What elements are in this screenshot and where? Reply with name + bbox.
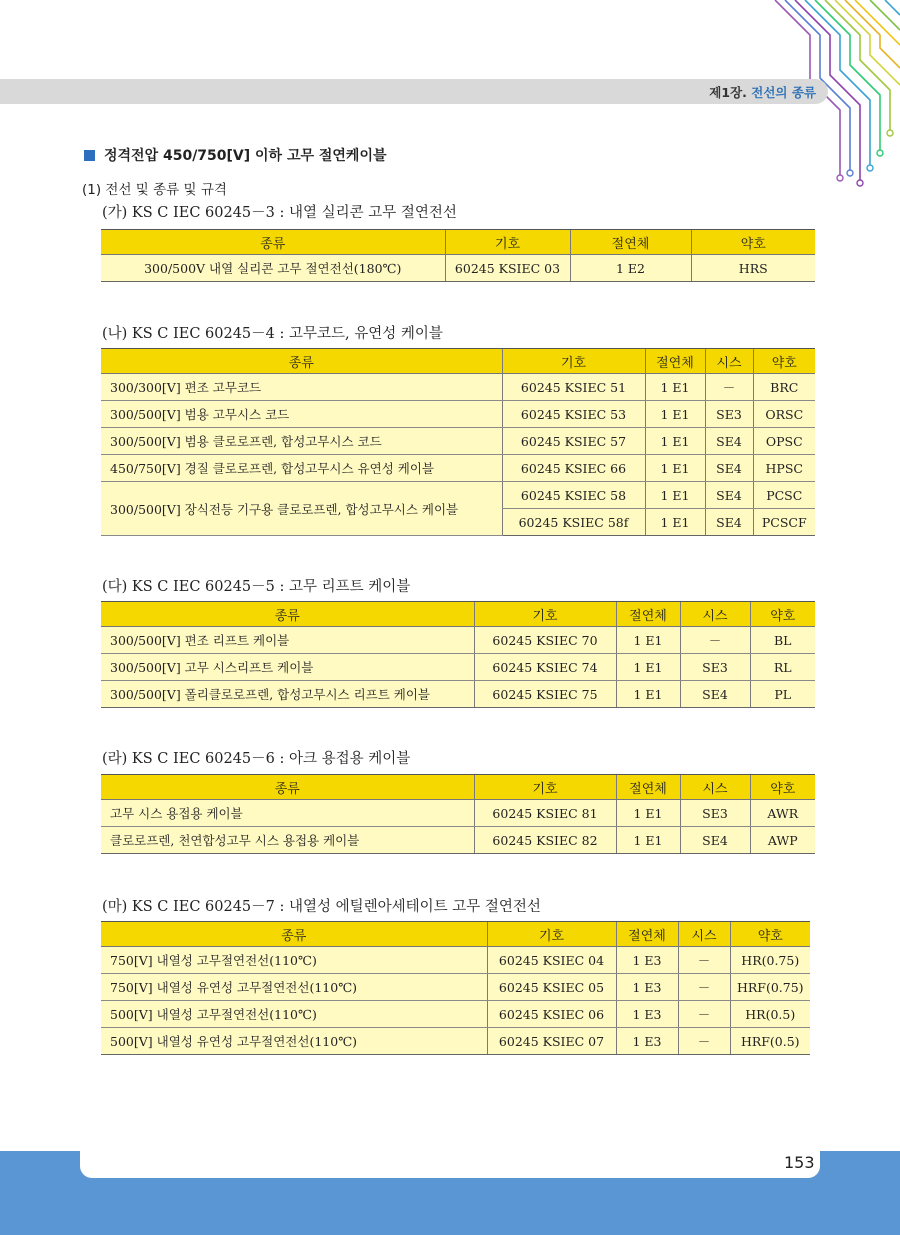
- table-cell: 60245 KSIEC 57: [502, 428, 645, 455]
- table-label-ga: (가) KS C IEC 60245－3 : 내열 실리콘 고무 절연전선: [102, 205, 457, 221]
- table-label-da: (다) KS C IEC 60245－5 : 고무 리프트 케이블: [102, 579, 411, 595]
- table-cell: －: [678, 1028, 730, 1055]
- table-cell: 60245 KSIEC 58f: [502, 509, 645, 536]
- table-cell: 300/500V 내열 실리콘 고무 절연전선(180℃): [101, 255, 445, 282]
- table-row: [101, 1028, 810, 1055]
- table-cell: SE3: [705, 401, 753, 428]
- table-cell: 750[V] 내열성 고무절연전선(110℃): [101, 947, 487, 974]
- table-header-row: [101, 922, 810, 947]
- table-row: [101, 947, 810, 974]
- table-cell: 300/500[V] 범용 클로로프렌, 합성고무시스 코드: [101, 428, 502, 455]
- column-header: 종류: [101, 602, 474, 627]
- table-row: [101, 401, 815, 428]
- column-header: 시스: [680, 775, 750, 800]
- table-cell: －: [678, 974, 730, 1001]
- table-cell: 60245 KSIEC 75: [474, 681, 616, 708]
- table-cell: 1 E1: [645, 455, 705, 482]
- table-cell: 1 E1: [616, 800, 680, 827]
- table-cell: 60245 KSIEC 81: [474, 800, 616, 827]
- table-row: [101, 800, 815, 827]
- column-header: 절연체: [616, 602, 680, 627]
- table-cell: 300/500[V] 폴리클로로프렌, 합성고무시스 리프트 케이블: [101, 681, 474, 708]
- table-cell: ORSC: [753, 401, 815, 428]
- table-cell: AWR: [750, 800, 815, 827]
- column-header: 종류: [101, 922, 487, 947]
- table-row: [101, 654, 815, 681]
- table-row: [101, 374, 815, 401]
- table-cell: 300/500[V] 범용 고무시스 코드: [101, 401, 502, 428]
- section-title: [84, 145, 387, 165]
- table-cell: －: [678, 1001, 730, 1028]
- column-header: 종류: [101, 775, 474, 800]
- table-cell: 60245 KSIEC 70: [474, 627, 616, 654]
- table-label-na: (나) KS C IEC 60245－4 : 고무코드, 유연성 케이블: [102, 326, 443, 342]
- table-header-row: [101, 230, 815, 255]
- table-cell: 1 E1: [616, 654, 680, 681]
- table-cell: 60245 KSIEC 51: [502, 374, 645, 401]
- column-header: 기호: [474, 602, 616, 627]
- table-row: [101, 428, 815, 455]
- table-cell: HPSC: [753, 455, 815, 482]
- table-rubber-cord: [101, 348, 815, 536]
- table-cell: 1 E1: [645, 509, 705, 536]
- table-cell: 클로로프렌, 천연합성고무 시스 용접용 케이블: [101, 827, 474, 854]
- table-cell: 60245 KSIEC 03: [445, 255, 570, 282]
- column-header: 종류: [101, 349, 502, 374]
- column-header: 기호: [502, 349, 645, 374]
- table-row: [101, 627, 815, 654]
- table-cell: 60245 KSIEC 07: [487, 1028, 616, 1055]
- table-cell: HRF(0.5): [730, 1028, 810, 1055]
- table-cell: HRF(0.75): [730, 974, 810, 1001]
- table-cell: 1 E1: [645, 401, 705, 428]
- column-header: 약호: [750, 602, 815, 627]
- table-cell: SE3: [680, 654, 750, 681]
- table-cell: 1 E1: [645, 482, 705, 509]
- table-cell: 60245 KSIEC 53: [502, 401, 645, 428]
- table-cell: PCSCF: [753, 509, 815, 536]
- column-header: 시스: [705, 349, 753, 374]
- table-row: [101, 255, 815, 282]
- column-header: 종류: [101, 230, 445, 255]
- column-header: 약호: [753, 349, 815, 374]
- table-cell: 300/500[V] 고무 시스리프트 케이블: [101, 654, 474, 681]
- table-cell: 고무 시스 용접용 케이블: [101, 800, 474, 827]
- table-cell: SE4: [705, 509, 753, 536]
- table-cell: 60245 KSIEC 04: [487, 947, 616, 974]
- table-label-ma: (마) KS C IEC 60245－7 : 내열성 에틸렌아세테이트 고무 절연전선: [102, 899, 541, 915]
- table-cell: 60245 KSIEC 58: [502, 482, 645, 509]
- chapter-number: 제1장.: [709, 85, 747, 100]
- table-cell: 1 E1: [616, 681, 680, 708]
- table-cell: 1 E3: [616, 1001, 678, 1028]
- table-cell: SE4: [705, 428, 753, 455]
- table-row: [101, 1001, 810, 1028]
- table-label-ra: (라) KS C IEC 60245－6 : 아크 용접용 케이블: [102, 751, 411, 767]
- table-cell: SE4: [705, 482, 753, 509]
- column-header: 절연체: [616, 922, 678, 947]
- table-cell: 60245 KSIEC 06: [487, 1001, 616, 1028]
- table-row: [101, 681, 815, 708]
- table-cell: 1 E2: [570, 255, 691, 282]
- table-cell: SE4: [705, 455, 753, 482]
- table-cell: BRC: [753, 374, 815, 401]
- table-cell: 60245 KSIEC 74: [474, 654, 616, 681]
- table-cell: 60245 KSIEC 66: [502, 455, 645, 482]
- table-cell: HR(0.5): [730, 1001, 810, 1028]
- table-cell: SE4: [680, 681, 750, 708]
- column-header: 시스: [680, 602, 750, 627]
- table-cell: BL: [750, 627, 815, 654]
- table-cell: 500[V] 내열성 유연성 고무절연전선(110℃): [101, 1028, 487, 1055]
- table-cell: 60245 KSIEC 82: [474, 827, 616, 854]
- table-cell: SE3: [680, 800, 750, 827]
- column-header: 약호: [691, 230, 815, 255]
- table-heat-eva: [101, 921, 810, 1055]
- table-cell: 1 E1: [645, 374, 705, 401]
- column-header: 절연체: [616, 775, 680, 800]
- table-header-row: [101, 602, 815, 627]
- table-cell: －: [680, 627, 750, 654]
- footer-tab: [80, 1144, 820, 1178]
- table-cell: 750[V] 내열성 유연성 고무절연전선(110℃): [101, 974, 487, 1001]
- table-cell: PCSC: [753, 482, 815, 509]
- subsection-heading: (1) 전선 및 종류 및 규격: [82, 182, 227, 198]
- table-cell: 300/300[V] 편조 고무코드: [101, 374, 502, 401]
- chapter-header-text: [709, 83, 816, 101]
- table-row: [101, 827, 815, 854]
- table-cell: HRS: [691, 255, 815, 282]
- table-row: [101, 455, 815, 482]
- column-header: 절연체: [570, 230, 691, 255]
- table-cell: SE4: [680, 827, 750, 854]
- table-lift-cable: [101, 601, 815, 708]
- table-header-row: [101, 775, 815, 800]
- table-cell: 60245 KSIEC 05: [487, 974, 616, 1001]
- table-cell: 450/750[V] 경질 클로로프렌, 합성고무시스 유연성 케이블: [101, 455, 502, 482]
- table-cell: RL: [750, 654, 815, 681]
- page-number: 153: [784, 1153, 815, 1172]
- table-cell: PL: [750, 681, 815, 708]
- table-cell: 1 E3: [616, 1028, 678, 1055]
- table-heat-silicone: [101, 229, 815, 282]
- column-header: 절연체: [645, 349, 705, 374]
- table-header-row: [101, 349, 815, 374]
- section-title-text: 정격전압 450/750[V] 이하 고무 절연케이블: [104, 148, 387, 164]
- table-cell: 300/500[V] 편조 리프트 케이블: [101, 627, 474, 654]
- column-header: 기호: [474, 775, 616, 800]
- table-cell: AWP: [750, 827, 815, 854]
- table-cell: －: [705, 374, 753, 401]
- table-cell: 1 E1: [616, 827, 680, 854]
- column-header: 기호: [487, 922, 616, 947]
- table-welding-cable: [101, 774, 815, 854]
- column-header: 기호: [445, 230, 570, 255]
- table-cell: －: [678, 947, 730, 974]
- column-header: 시스: [678, 922, 730, 947]
- column-header: 약호: [750, 775, 815, 800]
- table-cell: 1 E1: [616, 627, 680, 654]
- column-header: 약호: [730, 922, 810, 947]
- table-cell: OPSC: [753, 428, 815, 455]
- table-cell: 1 E1: [645, 428, 705, 455]
- chapter-header-bar: [0, 79, 828, 104]
- table-row: [101, 974, 810, 1001]
- chapter-title: 전선의 종류: [751, 85, 816, 100]
- square-bullet-icon: [84, 150, 95, 161]
- table-row: [101, 482, 815, 509]
- table-cell: 1 E3: [616, 947, 678, 974]
- table-cell: HR(0.75): [730, 947, 810, 974]
- table-cell-merged: 300/500[V] 장식전등 기구용 클로로프렌, 합성고무시스 케이블: [101, 482, 502, 536]
- table-cell: 1 E3: [616, 974, 678, 1001]
- table-cell: 500[V] 내열성 고무절연전선(110℃): [101, 1001, 487, 1028]
